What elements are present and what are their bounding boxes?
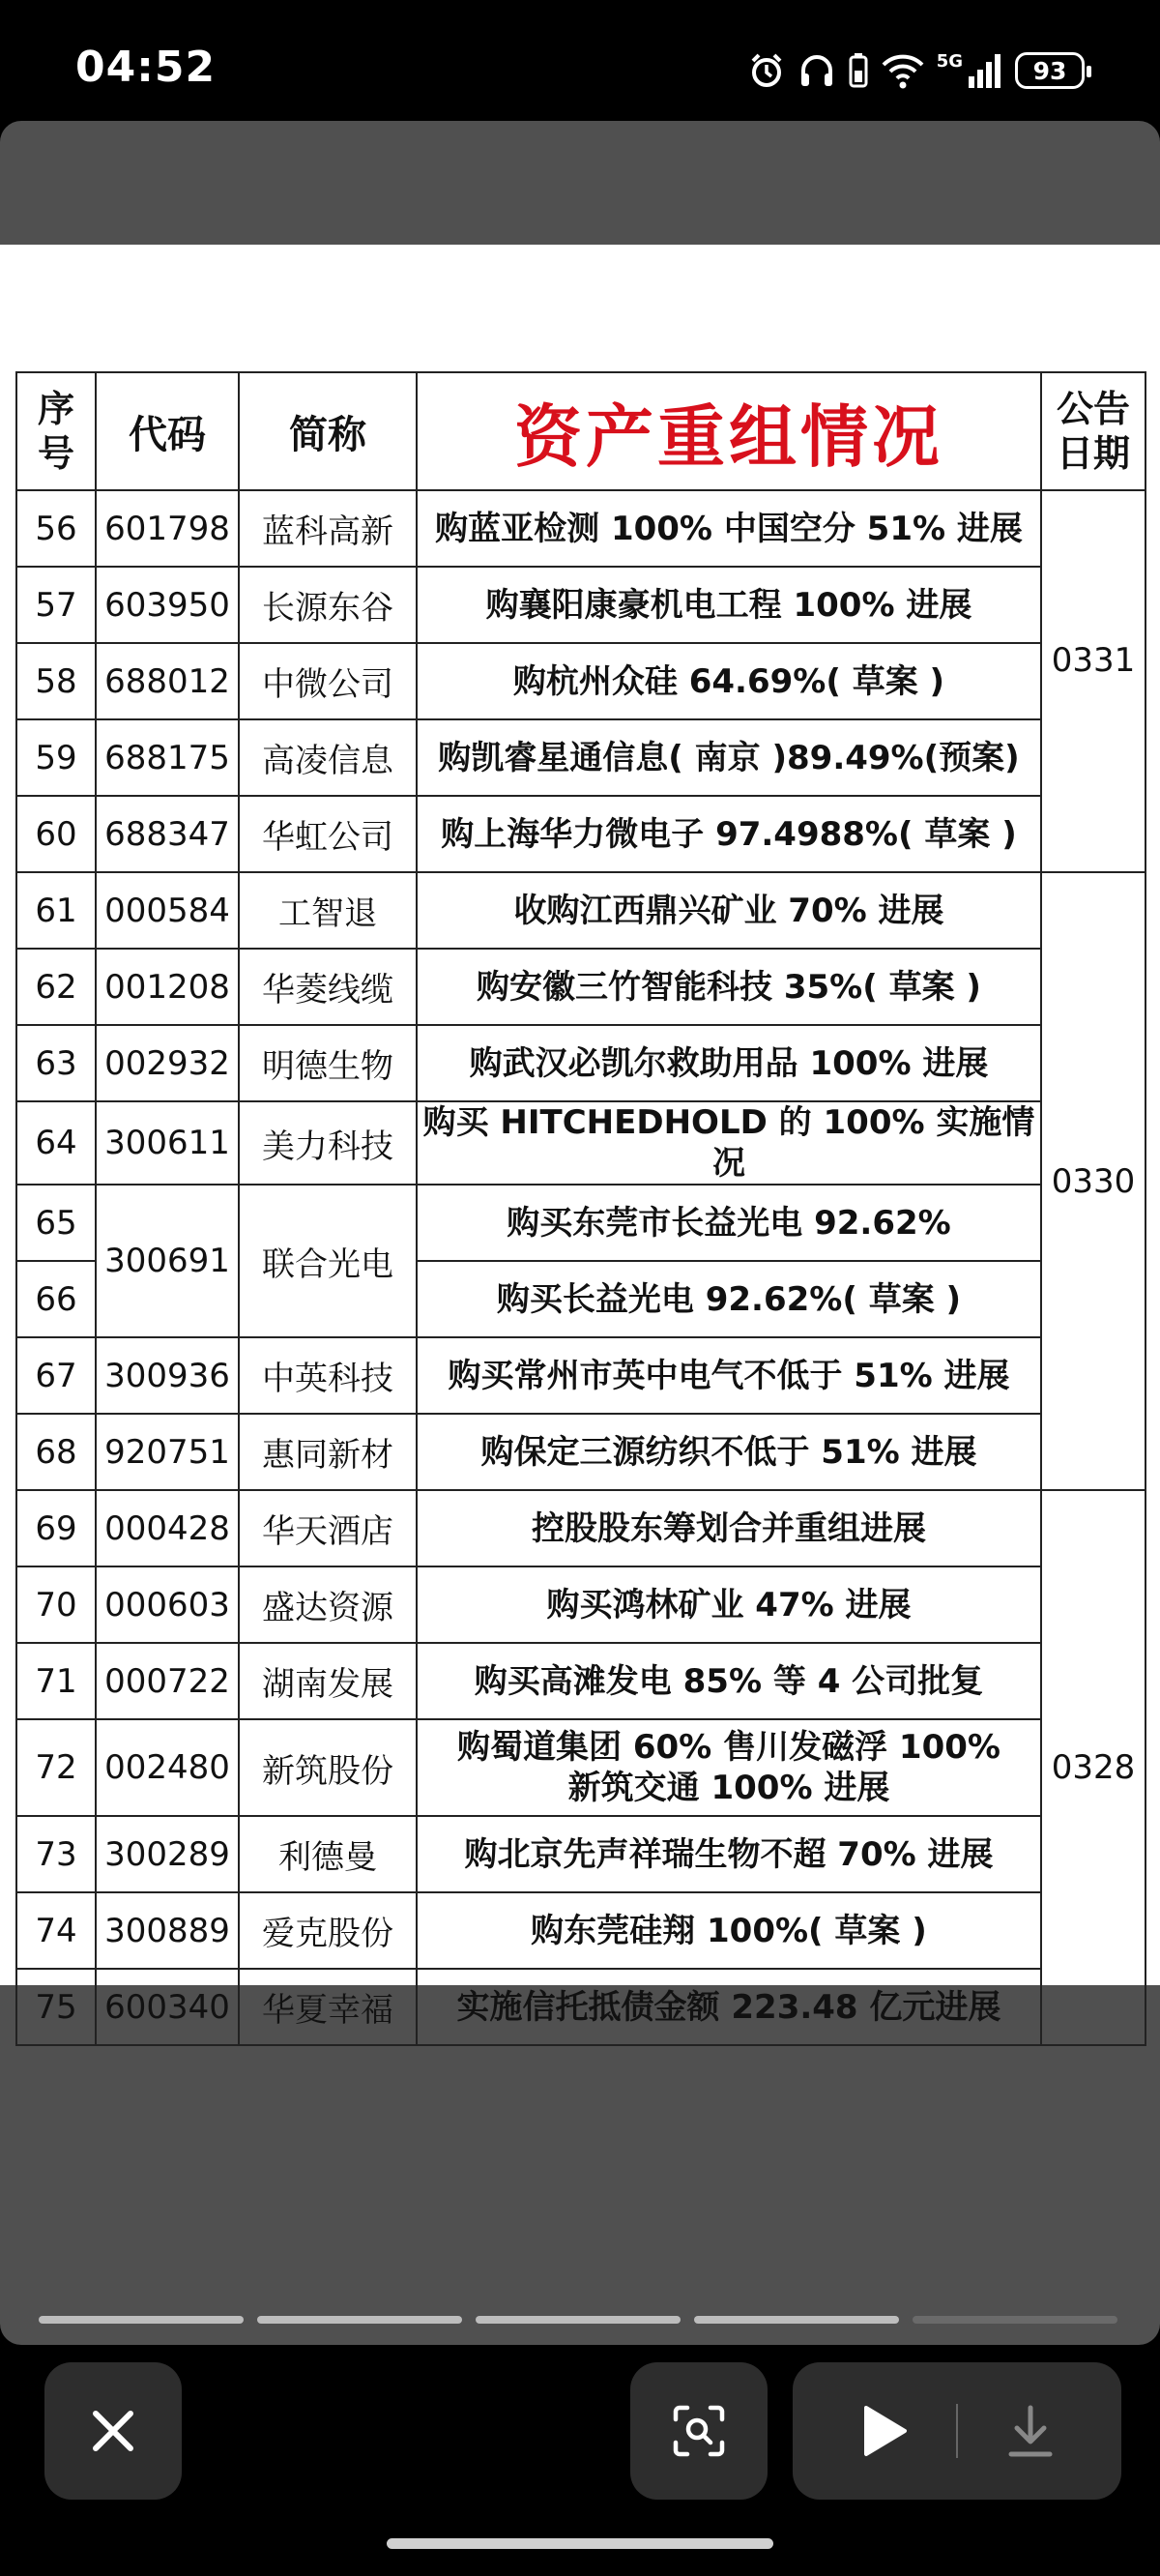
- cell-seq: 74: [16, 1892, 96, 1969]
- cell-name: 长源东谷: [239, 567, 417, 643]
- cell-seq: 70: [16, 1566, 96, 1643]
- status-time: 04:52: [75, 43, 217, 92]
- cell-code: 300611: [96, 1101, 239, 1185]
- cell-deal: 控股股东筹划合并重组进展: [417, 1490, 1041, 1566]
- cell-code: 600340: [96, 1969, 239, 2045]
- cell-code: 001208: [96, 949, 239, 1025]
- cell-seq: 71: [16, 1643, 96, 1719]
- cell-name: 明德生物: [239, 1025, 417, 1101]
- header-name: 简称: [239, 372, 417, 490]
- close-icon: [86, 2404, 140, 2458]
- cell-deal: 购保定三源纺织不低于 51% 进展: [417, 1414, 1041, 1490]
- cell-name: 湖南发展: [239, 1643, 417, 1719]
- cell-name: 蓝科高新: [239, 490, 417, 567]
- table-row: [16, 1719, 1146, 1816]
- cell-code: 002480: [96, 1719, 239, 1816]
- close-button[interactable]: [44, 2362, 182, 2500]
- table-row: [16, 949, 1146, 1025]
- table-row: [16, 872, 1146, 949]
- table-row: [16, 719, 1146, 796]
- image-search-button[interactable]: [630, 2362, 768, 2500]
- table-row: [16, 1185, 1146, 1261]
- cell-deal: 购武汉必凯尔救助用品 100% 进展: [417, 1025, 1041, 1101]
- cell-name: 联合光电: [239, 1185, 417, 1337]
- cell-deal: 购买常州市英中电气不低于 51% 进展: [417, 1337, 1041, 1414]
- table-row: [16, 1566, 1146, 1643]
- cell-deal: 购买鸿林矿业 47% 进展: [417, 1566, 1041, 1643]
- cell-deal: 购买长益光电 92.62%( 草案 ): [417, 1261, 1041, 1337]
- lens-search-icon: [670, 2402, 728, 2460]
- header-restructuring: 资产重组情况: [417, 372, 1041, 490]
- cell-seq: 72: [16, 1719, 96, 1816]
- cell-deal: 购凯睿星通信息( 南京 )89.49%(预案): [417, 719, 1041, 796]
- headphones-icon: [798, 51, 836, 90]
- cell-code: 002932: [96, 1025, 239, 1101]
- table-row: [16, 490, 1146, 567]
- page-indicator[interactable]: [257, 2316, 462, 2324]
- page-indicator[interactable]: [476, 2316, 681, 2324]
- cell-code: 300936: [96, 1337, 239, 1414]
- cell-deal: 购北京先声祥瑞生物不超 70% 进展: [417, 1816, 1041, 1892]
- document-image[interactable]: [0, 245, 1160, 2030]
- home-indicator[interactable]: [387, 2538, 773, 2549]
- cell-deal: 购襄阳康豪机电工程 100% 进展: [417, 567, 1041, 643]
- cell-deal: 购杭州众硅 64.69%( 草案 ): [417, 643, 1041, 719]
- play-icon: [856, 2402, 911, 2460]
- cell-seq: 60: [16, 796, 96, 872]
- battery-level: 93: [1032, 56, 1067, 85]
- media-controls: [793, 2362, 1121, 2500]
- cell-seq: 73: [16, 1816, 96, 1892]
- cell-deal: 购买东莞市长益光电 92.62%: [417, 1185, 1041, 1261]
- table-row: [16, 643, 1146, 719]
- cell-seq: 66: [16, 1261, 96, 1337]
- cell-date: 0330: [1041, 872, 1146, 1490]
- cell-seq: 59: [16, 719, 96, 796]
- cell-name: 华夏幸福: [239, 1969, 417, 2045]
- cell-name: 美力科技: [239, 1101, 417, 1185]
- status-icons: [747, 46, 1085, 95]
- cell-code: 000584: [96, 872, 239, 949]
- cell-name: 工智退: [239, 872, 417, 949]
- cell-name: 华菱线缆: [239, 949, 417, 1025]
- cell-code: 000722: [96, 1643, 239, 1719]
- cell-deal: 购蜀道集团 60% 售川发磁浮 100% 新筑交通 100% 进展: [417, 1719, 1041, 1816]
- table-row: [16, 796, 1146, 872]
- table-row: [16, 1414, 1146, 1490]
- cell-seq: 58: [16, 643, 96, 719]
- page-indicator[interactable]: [39, 2316, 244, 2324]
- table-row: [16, 1969, 1146, 2045]
- header-seq: 序 号: [16, 372, 96, 490]
- cell-deal: 购买高滩发电 85% 等 4 公司批复: [417, 1643, 1041, 1719]
- cell-deal: 购买 HITCHEDHOLD 的 100% 实施情况: [417, 1101, 1041, 1185]
- cell-deal: 实施信托抵债金额 223.48 亿元进展: [417, 1969, 1041, 2045]
- table-row: [16, 1025, 1146, 1101]
- cell-seq: 75: [16, 1969, 96, 2045]
- cell-code: 300889: [96, 1892, 239, 1969]
- table-row: [16, 1816, 1146, 1892]
- cell-deal: 购东莞硅翔 100%( 草案 ): [417, 1892, 1041, 1969]
- cell-date: 0331: [1041, 490, 1146, 872]
- table-row: [16, 1892, 1146, 1969]
- table-row: [16, 567, 1146, 643]
- alarm-icon: [747, 51, 786, 90]
- cell-deal: 购蓝亚检测 100% 中国空分 51% 进展: [417, 490, 1041, 567]
- cell-name: 惠同新材: [239, 1414, 417, 1490]
- cell-code: 688347: [96, 796, 239, 872]
- cell-seq: 68: [16, 1414, 96, 1490]
- cell-name: 中微公司: [239, 643, 417, 719]
- cell-code: 300691: [96, 1185, 239, 1337]
- page-indicator[interactable]: [913, 2316, 1117, 2324]
- cell-date: 0328: [1041, 1490, 1146, 2045]
- cell-deal: 购上海华力微电子 97.4988%( 草案 ): [417, 796, 1041, 872]
- cell-deal: 购安徽三竹智能科技 35%( 草案 ): [417, 949, 1041, 1025]
- page-indicator[interactable]: [694, 2316, 899, 2324]
- play-button[interactable]: [811, 2362, 956, 2500]
- cell-name: 新筑股份: [239, 1719, 417, 1816]
- cell-code: 920751: [96, 1414, 239, 1490]
- table-row: [16, 1101, 1146, 1185]
- cell-code: 300289: [96, 1816, 239, 1892]
- cell-seq: 61: [16, 872, 96, 949]
- restructuring-table: [15, 371, 1146, 2046]
- cell-code: 688012: [96, 643, 239, 719]
- cell-seq: 64: [16, 1101, 96, 1185]
- download-button[interactable]: [958, 2362, 1103, 2500]
- cell-code: 603950: [96, 567, 239, 643]
- table-row: [16, 1490, 1146, 1566]
- cell-name: 高凌信息: [239, 719, 417, 796]
- battery-saver-icon: [848, 51, 869, 90]
- download-icon: [1003, 2402, 1058, 2460]
- cell-deal: 收购江西鼎兴矿业 70% 进展: [417, 872, 1041, 949]
- table-row: [16, 1643, 1146, 1719]
- cell-name: 盛达资源: [239, 1566, 417, 1643]
- cell-code: 000428: [96, 1490, 239, 1566]
- cell-name: 爱克股份: [239, 1892, 417, 1969]
- cell-seq: 56: [16, 490, 96, 567]
- cell-seq: 57: [16, 567, 96, 643]
- cell-seq: 62: [16, 949, 96, 1025]
- cell-name: 中英科技: [239, 1337, 417, 1414]
- header-code: 代码: [96, 372, 239, 490]
- cell-seq: 65: [16, 1185, 96, 1261]
- battery-icon: [1015, 52, 1085, 89]
- cell-seq: 63: [16, 1025, 96, 1101]
- signal-icon: [967, 51, 1003, 90]
- header-date: 公告 日期: [1041, 372, 1146, 490]
- cell-code: 688175: [96, 719, 239, 796]
- cell-code: 000603: [96, 1566, 239, 1643]
- cell-name: 利德曼: [239, 1816, 417, 1892]
- cell-code: 601798: [96, 490, 239, 567]
- cell-seq: 67: [16, 1337, 96, 1414]
- table-row: [16, 1337, 1146, 1414]
- status-bar: [0, 0, 1160, 126]
- network-type-label: 5G: [936, 50, 963, 72]
- cell-name: 华天酒店: [239, 1490, 417, 1566]
- wifi-icon: [881, 51, 925, 90]
- cell-seq: 69: [16, 1490, 96, 1566]
- cell-name: 华虹公司: [239, 796, 417, 872]
